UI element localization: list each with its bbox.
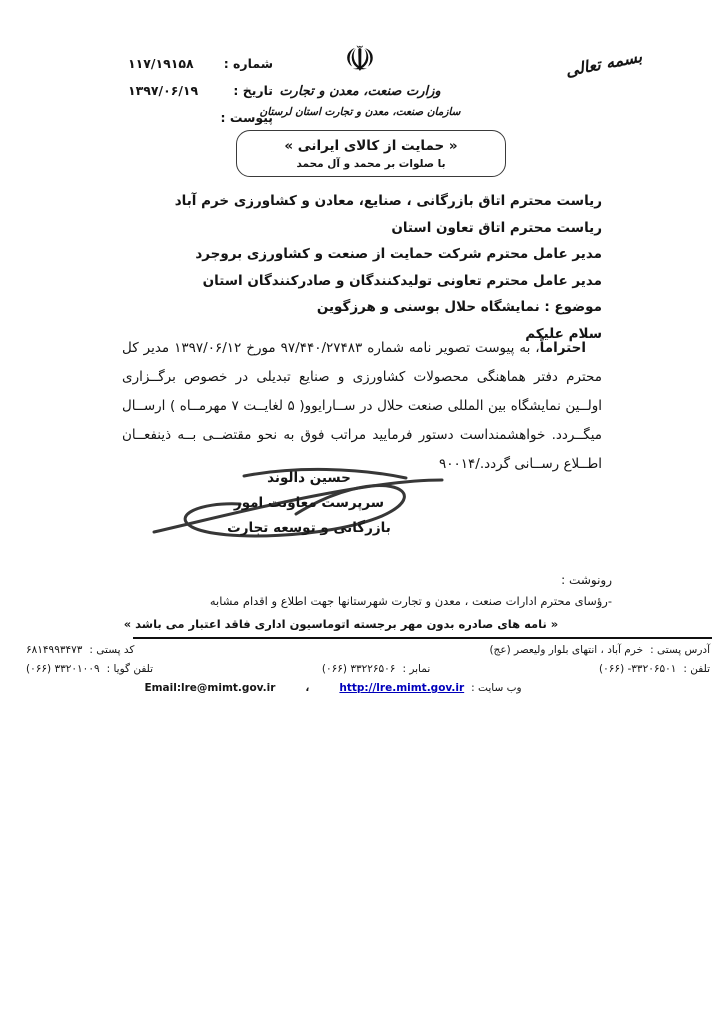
- body-text: ، به پیوست تصویر نامه شماره ۹۷/۴۴۰/۲۷۴۸۳ مورخ ۱۳۹۷/۰۶/۱۲ مدیر کل محترم دفتر هماهنگی محصولات کشاورزی و صنایع تبدیلی در خصوص برگــزاری اولــین نمایشگاه بین المللی صنعت حلال در ســارایوو( ۵ لغایــت ۷ مهرمــاه ) ارســال میگــردد. خواهشمنداست دستور فرمایید مراتب فوق به نحو مقتضــی بــه ذینفعــان اطــلاع رســانی گردد./۹۰۰۱۴: [122, 340, 603, 472]
- subject-line: موضوع : نمایشگاه حلال بوسنی و هرزگوین: [316, 299, 602, 315]
- letter-number-label: شماره :: [223, 56, 273, 71]
- postal-address-value: خرم آباد ، انتهای بلوار ولیعصر (عج): [489, 644, 644, 656]
- provincial-organization-title: سازمان صنعت، معدن و تجارت استان لرستان: [259, 106, 461, 118]
- recipient-line: ریاست محترم اتاق بازرگانی ، صنایع، معادن و کشاورزی خرم آباد: [174, 193, 602, 209]
- ministry-title: وزارت صنعت، معدن و تجارت: [279, 84, 441, 99]
- cc-item: -رؤسای محترم ادارات صنعت ، معدن و تجارت شهرستانها جهت اطلاع و اقدام مشابه: [209, 594, 612, 608]
- fax-value: ۳۳۲۲۶۵۰۶ (۰۶۶): [321, 663, 396, 675]
- cc-block: [100, 570, 612, 612]
- letter-date-label: تاریخ :: [233, 83, 273, 98]
- phone-value: ۳۳۲۰۶۵۰۱- (۰۶۶): [599, 663, 677, 675]
- letter-meta-block: [128, 56, 273, 137]
- voice-phone-value: ۳۳۲۰۱۰۰۹ (۰۶۶): [26, 663, 100, 675]
- letter-number-row: [128, 56, 273, 71]
- footer-contact-block: [26, 642, 710, 696]
- separator-comma: ،: [305, 682, 310, 694]
- bismillah-calligraphy: بسمه تعالی: [563, 46, 644, 81]
- body-lead-word: احتراماً: [539, 340, 586, 356]
- letter-attachment-label: پیوست :: [220, 110, 273, 125]
- phone-label: تلفن :: [683, 663, 710, 675]
- postal-code-value: ۶۸۱۴۹۹۳۴۷۳: [26, 644, 83, 656]
- postal-code-label: کد پستی :: [89, 644, 135, 656]
- footer-row-address: [26, 642, 710, 658]
- postal-address-label: آدرس پستی :: [650, 644, 710, 656]
- footer-row-web: [26, 680, 640, 696]
- fax: [322, 661, 430, 677]
- signature-block: [186, 466, 432, 541]
- recipients-block: [122, 188, 602, 347]
- signatory-title-line2: بازرگانی و توسعه تجارت: [227, 520, 391, 536]
- letter-date-row: [128, 83, 273, 98]
- footer-divider: [133, 637, 712, 639]
- signatory-name: حسین دالوند: [267, 470, 351, 486]
- iran-emblem-icon: ☫: [344, 40, 376, 80]
- website-link[interactable]: http://lre.mimt.gov.ir: [339, 682, 465, 694]
- website-label: وب سایت :: [471, 682, 522, 694]
- email-address: Email:lre@mimt.gov.ir: [144, 682, 276, 694]
- validity-note: « نامه های صادره بدون مهر برجسته اتوماسیون اداری فاقد اعتبار می باشد »: [123, 617, 559, 631]
- year-slogan-box: [236, 130, 506, 177]
- salutation-line: سلام علیکم: [525, 325, 602, 342]
- recipient-line: مدیر عامل محترم شرکت حمایت از صنعت و کشاورزی بروجرد: [195, 246, 602, 262]
- website: [339, 680, 521, 696]
- letter-body-paragraph: [122, 334, 602, 479]
- signatory-title-line1: سرپرست معاونت امور: [233, 495, 385, 511]
- recipient-line: مدیر عامل محترم تعاونی تولیدکنندگان و صادرکنندگان استان: [202, 272, 602, 289]
- phone: [599, 661, 710, 677]
- postal-address: [489, 642, 710, 658]
- letter-date-value: ۱۳۹۷/۰۶/۱۹: [128, 83, 199, 98]
- fax-label: نمابر :: [402, 663, 431, 675]
- cc-label: رونوشت :: [561, 573, 612, 587]
- voice-phone-label: تلفن گویا :: [106, 663, 154, 675]
- letter-attachment-row: [128, 110, 273, 125]
- letter-number-value: ۱۱۷/۱۹۱۵۸: [128, 56, 194, 71]
- footer-row-phones: [26, 661, 710, 677]
- recipient-line: ریاست محترم اتاق تعاون استان: [391, 219, 602, 236]
- postal-code: [26, 642, 134, 658]
- voice-phone: [26, 661, 153, 677]
- year-slogan-text: « حمایت از کالای ایرانی »: [284, 138, 458, 154]
- salawat-text: با صلوات بر محمد و آل محمد: [296, 158, 446, 170]
